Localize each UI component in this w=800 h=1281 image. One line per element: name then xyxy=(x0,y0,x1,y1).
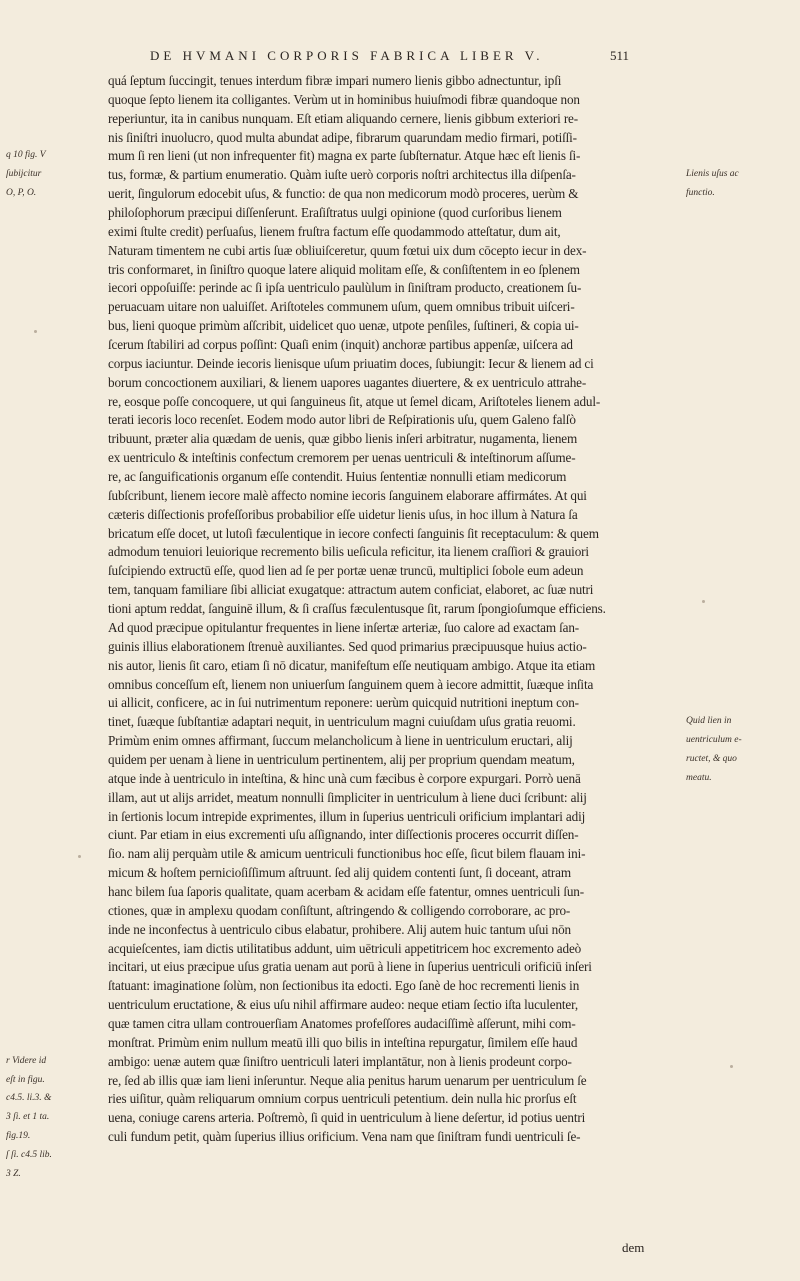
paper-speck xyxy=(702,600,705,603)
margin-note: 3 ſi. et 1 ta. xyxy=(6,1112,50,1123)
margin-note: meatu. xyxy=(686,772,712,783)
text-line: tinet, ſuæque ſubſtantiæ adaptari nequit, in uentriculum magni cuiuſdam uſus gratia reuomi. xyxy=(108,714,576,730)
text-line: borum concoctionem auxiliari, & lienem uapores uagantes diuertere, & ex uentriculo attrahe- xyxy=(108,374,587,390)
text-line: ſio. nam alij perquàm utile & amicum uentriculi functionibus hoc eſſe, ſicut bilem flauam ini- xyxy=(108,846,586,862)
text-line: iecori oppoſuiſſe: perinde ac ſi ipſa uentriculo paulùlum in ſiniſtram producto, creationem ſu- xyxy=(108,280,582,296)
text-line: quá ſeptum ſuccingit, tenues interdum fibræ impari numero lienis gibbo adnectuntur, ipſi xyxy=(108,73,562,88)
margin-note: O, P, O. xyxy=(6,188,37,199)
text-line: culi fundum petit, quàm ſuperius illius orificium. Vena nam que ſiniſtram fundi uentriculi ſe- xyxy=(108,1129,581,1145)
text-line: re, ſed ab illis quæ iam lieni inſeruntur. Neque alia penitus harum uenarum per uentriculum ſe xyxy=(108,1072,587,1088)
text-line: guinis illius elaborationem ſtrenuè auxiliantes. Sed quod primarius præcipuusque huius actio- xyxy=(108,638,587,654)
text-line: ries uiſitur, quàm reliquarum omnium corpus uentriculi petentium. dein nulla hic prorſus eſt xyxy=(108,1091,577,1107)
text-line: ſtatuant: imaginatione ſolùm, non ſectionibus ita edocti. Ego ſanè de hoc recrementi lienis in xyxy=(108,978,580,994)
margin-note: c4.5. li.3. & xyxy=(6,1093,52,1104)
text-line: tribuunt, præter alia quædam de uenis, quæ gibbo lienis inſeri arbitratur, nugamenta, lienem xyxy=(108,431,578,447)
text-line: uentriculum eructatione, & eius uſu nihil affirmare audeo: neque etiam ſectio iſta luculenter, xyxy=(108,997,578,1013)
text-line: tem, tanquam familiare ſibi alliciat exugatque: attractum autem conficiat, elaboret, ac ſuæ nutri xyxy=(108,582,594,598)
margin-note: Lienis uſus ac xyxy=(686,169,739,180)
text-line: acquieſcentes, iam dictis utilitatibus addunt, uim uētriculi appetitricem hoc excremento adeò xyxy=(108,940,582,956)
margin-note: r Videre id xyxy=(6,1055,47,1066)
margin-note: uentriculum e- xyxy=(686,735,742,746)
margin-note: ſ ſi. c4.5 lib. xyxy=(6,1150,52,1161)
text-line: illam, aut ut alijs arridet, meatum nonnulli ſimpliciter in uentriculum à liene duci ſcribunt: alij xyxy=(108,789,587,805)
text-line: admodum tenuiori leuiorique recremento bilis ueſicula reficitur, ita lienem craſſiori & grauiori xyxy=(108,544,589,560)
margin-note: ſubijcitur xyxy=(6,169,42,180)
text-line: tris conformaret, in ſiniſtro quoque latere aliquid molitam eſſe, & conſiſtentem in eo ſplenem xyxy=(108,261,580,277)
text-line: corpus iaciuntur. Deinde iecoris lienisque uſum priuatim doces, ſubiungit: Iecur & lienem ad ci xyxy=(108,355,594,371)
margin-note: ructet, & quo xyxy=(686,753,737,764)
text-line: re, eosque poſſe concoquere, ut qui ſanguineus ſit, atque ut ſemel dicam, Ariſtoteles lienem adul- xyxy=(108,393,601,409)
text-line: Naturam timentem ne cubi artis ſuæ obliuiſceretur, quum fœtui uix dum cōcepto iecur in dex- xyxy=(108,242,587,258)
text-line: cæteris diſſectionis profeſſoribus probabilior eſſe uidetur lienis uſus, in hoc illum à Natura ſa xyxy=(108,506,578,522)
text-line: Ad quod præcipue opitulantur frequentes in liene inſertæ arteriæ, ſuo calore ad exactam ſan- xyxy=(108,619,580,635)
text-line: uena, coniuge carens arteria. Poſtremò, ſi quid in uentriculum à liene deſertur, id potius uentri xyxy=(108,1110,586,1126)
text-line: eximi ſtulte credit) perſuaſus, lienem fruſtra factum eſſe quodammodo atteſtatur, dum ait, xyxy=(108,223,561,239)
text-line: hanc bilem ſua ſaporis qualitate, quam acerbam & acidam eſſe fatentur, omnes uentriculi ſun- xyxy=(108,883,584,899)
text-line: ſcerum ſtabiliri ad corpus poſſint: Quaſi enim (inquit) anchoræ partibus appenſæ, uiſcera ad xyxy=(108,337,573,353)
text-line: in ſertionis locum intrepide exprimentes, illum in ſuperius uentriculi orificium implantari adij xyxy=(108,808,586,824)
text-line: incitari, ut eius præcipue uſus gratia uenam aut porū à liene in ſuperius uentriculi orificiū inſeri xyxy=(108,959,592,975)
text-line: reperiuntur, ita in canibus nunquam. Eſt etiam aliquando cernere, lienis gibbum exteriori re- xyxy=(108,110,579,126)
catchword: dem xyxy=(622,1240,645,1255)
margin-note: fig.19. xyxy=(6,1131,31,1142)
text-line: philoſophorum præcipui diſſenſerunt. Eraſiſtratus uulgi opinione (quod curſoribus lienem xyxy=(108,205,562,221)
paper-speck xyxy=(34,330,37,333)
text-line: ſuſcipiendo extructū eſſe, quod lien ad ſe per portæ uenæ truncū, multiplici ſobole eum adeun xyxy=(108,563,584,579)
text-line: uerit, ſingulorum edocebit uſus, & functio: de qua non medicorum modò proceres, uerùm & xyxy=(108,186,579,202)
text-line: bricatum eſſe docet, ut lutoſi fæculentique in iecore confecti ſanguinis ſit receptaculum: & quem xyxy=(108,525,599,541)
text-line: tus, formæ, & partium enumeratio. Quàm iuſte uerò corporis noſtri architectus illa diſpenſa- xyxy=(108,167,576,183)
text-line: monſtrat. Primùm enim nullum meatū illi quo bilis in inteſtina repurgatur, ſimilem eſſe haud xyxy=(108,1034,578,1050)
margin-note: Quid lien in xyxy=(686,716,732,727)
text-line: Primùm enim omnes affirmant, ſuccum melancholicum à liene in uentriculum eructari, alij xyxy=(108,733,573,749)
text-line: inde ne inconfectus à uentriculo cibus elabatur, prohibere. Alij autem huic tantum uſui nōn xyxy=(108,921,571,937)
text-line: quoque ſepto lienem ita colligantes. Verùm ut in hominibus huiuſmodi fibræ quandoque non xyxy=(108,91,580,107)
page-number: 511 xyxy=(610,48,630,63)
text-line: ui allicit, conficere, ac in ſui nutrimentum reponere: uerùm quicquid nutritioni ineptum con- xyxy=(108,695,579,711)
text-line: ciunt. Par etiam in eius excrementi uſu aſſignando, inter diſſectionis proceres occurrit diſſen- xyxy=(108,827,579,843)
text-line: nis autor, lienis ſit caro, etiam ſi nō dicatur, manifeſtum eſſe neutiquam ambigo. Atque ita etiam xyxy=(108,657,596,673)
text-line: peruacuam uitare non ualuiſſet. Ariſtoteles communem uſum, quem omnibus tribuit uiſceri- xyxy=(108,299,575,315)
margin-note: 3 Z. xyxy=(6,1168,21,1179)
margin-note: eſt in figu. xyxy=(6,1074,45,1085)
main-text-column xyxy=(108,72,668,1147)
text-line: ambigo: uenæ autem quæ ſiniſtro uentriculi lateri implantātur, non à lienis prodeunt corpo- xyxy=(108,1053,572,1069)
text-line: tioni aptum reddat, ſanguinē illum, & ſi craſſus fæculentusque ſit, rarum ſpongioſumque efficiens. xyxy=(108,601,606,617)
text-line: terati iecoris loco recenſet. Eodem modo autor libri de Reſpirationis uſu, quem Galeno falſò xyxy=(108,412,576,428)
margin-note: q 10 fig. V xyxy=(6,150,46,161)
paper-speck xyxy=(78,855,81,858)
text-line: bus, lieni quoque primùm aſſcribit, uidelicet quo uenæ, utpote penſiles, ſuſtineri, & copia ui- xyxy=(108,318,579,334)
text-line: quæ tamen citra ullam controuerſiam Anatomes profeſſores audaciſſimè aſſerunt, mihi com- xyxy=(108,1015,576,1031)
text-line: ex uentriculo & inteſtinis confectum cremorem per uenas uentriculi & inteſtinorum aſſume- xyxy=(108,450,576,466)
text-line: ſubſcribunt, lienem iecore malè affecto nomine iecoris ſanguinem elaborare affirmátes. At qui xyxy=(108,487,587,503)
text-line: re, ac ſanguificationis organum eſſe contendit. Huius ſententiæ nonnulli etiam medicorum xyxy=(108,469,567,485)
text-line: ctiones, quæ in amplexu quodam conſiſtunt, aſtringendo & colligendo corroborare, ac pro- xyxy=(108,902,571,918)
text-line: atque inde à uentriculo in inteſtina, & hinc unà cum fæcibus è corpore expurgari. Porrò uenā xyxy=(108,770,581,786)
text-line: mum ſi ren lieni (ut non infrequenter fit) magna ex parte ſubſternatur. Atque hæc eſt lienis ſi- xyxy=(108,148,581,164)
text-line: micum & hoſtem pernicioſiſſimum aſtruunt. ſed alij quidem contenti ſunt, ſi doceant, atram xyxy=(108,865,571,881)
text-line: quidem per uenam à liene in uentriculum pertinentem, alij per proprium quendam meatum, xyxy=(108,751,575,767)
margin-note: functio. xyxy=(686,188,715,199)
text-line: omnibus conceſſum eſt, lienem non uniuerſum ſanguinem quem à iecore admittit, ſuæque inſita xyxy=(108,676,594,692)
running-title: DE HVMANI CORPORIS FABRICA LIBER V. xyxy=(150,48,544,63)
text-line: nis ſiniſtri inuolucro, quod multa abundat adipe, fibrarum quarundam medio firmari, potiſſi- xyxy=(108,129,577,145)
paper-speck xyxy=(730,1065,733,1068)
